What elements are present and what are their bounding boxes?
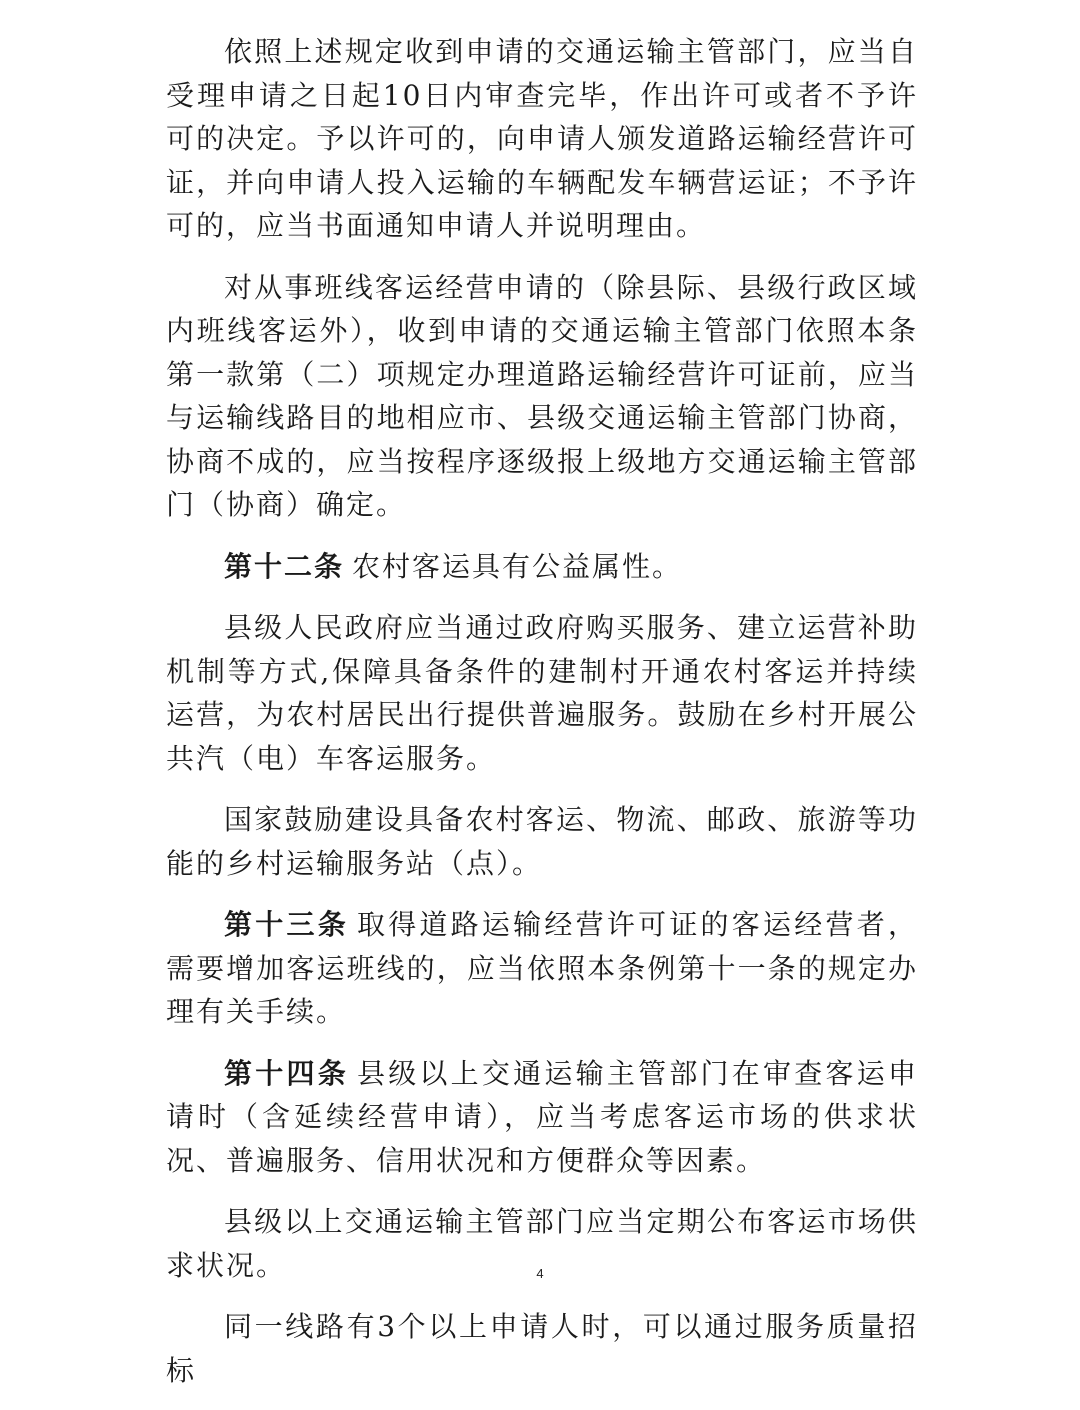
paragraph-text: 县级以上交通运输主管部门应当定期公布客运市场供求状况。 bbox=[166, 1205, 918, 1282]
article-number: 第十四条 bbox=[224, 1056, 349, 1090]
paragraph-text: 依照上述规定收到申请的交通运输主管部门，应当自受理申请之日起10日内审查完毕，作出许可或者不予许可的决定。予以许可的，向申请人颁发道路运输经营许可证，并向申请人投入运输的车辆配发车辆营运证；不予许可的，应当书面通知申请人并说明理由。 bbox=[166, 35, 918, 242]
document-body bbox=[166, 30, 918, 1410]
paragraph-article-14 bbox=[166, 1052, 918, 1183]
paragraph-5 bbox=[166, 798, 918, 885]
paragraph-article-12 bbox=[166, 545, 918, 589]
paragraph-text: 对从事班线客运经营申请的（除县际、县级行政区域内班线客运外），收到申请的交通运输主管部门依照本条第一款第（二）项规定办理道路运输经营许可证前，应当与运输线路目的地相应市、县级交通运输主管部门协商，协商不成的，应当按程序逐级报上级地方交通运输主管部门（协商）确定。 bbox=[166, 270, 918, 521]
paragraph-text: 县级人民政府应当通过政府购买服务、建立运营补助机制等方式,保障具备条件的建制村开通农村客运并持续运营，为农村居民出行提供普遍服务。鼓励在乡村开展公共汽（电）车客运服务。 bbox=[166, 611, 918, 775]
article-number: 第十三条 bbox=[224, 908, 349, 941]
paragraph-text: 取得道路运输经营许可证的客运经营者，需要增加客运班线的，应当依照本条例第十一条的规定办理有关手续。 bbox=[166, 908, 918, 1028]
paragraph-article-13 bbox=[166, 903, 918, 1034]
page-number: 4 bbox=[536, 1266, 544, 1281]
paragraph-2 bbox=[166, 266, 918, 527]
paragraph-4 bbox=[166, 606, 918, 780]
article-number: 第十二条 bbox=[224, 549, 345, 583]
paragraph-9 bbox=[166, 1305, 918, 1392]
paragraph-text: 国家鼓励建设具备农村客运、物流、邮政、旅游等功能的乡村运输服务站（点）。 bbox=[166, 803, 918, 880]
paragraph-1 bbox=[166, 30, 918, 248]
paragraph-text: 县级以上交通运输主管部门在审查客运申请时（含延续经营申请），应当考虑客运市场的供求状况、普遍服务、信用状况和方便群众等因素。 bbox=[166, 1056, 918, 1177]
paragraph-text: 农村客运具有公益属性。 bbox=[352, 549, 683, 583]
paragraph-text: 同一线路有3个以上申请人时，可以通过服务质量招标 bbox=[166, 1310, 918, 1387]
